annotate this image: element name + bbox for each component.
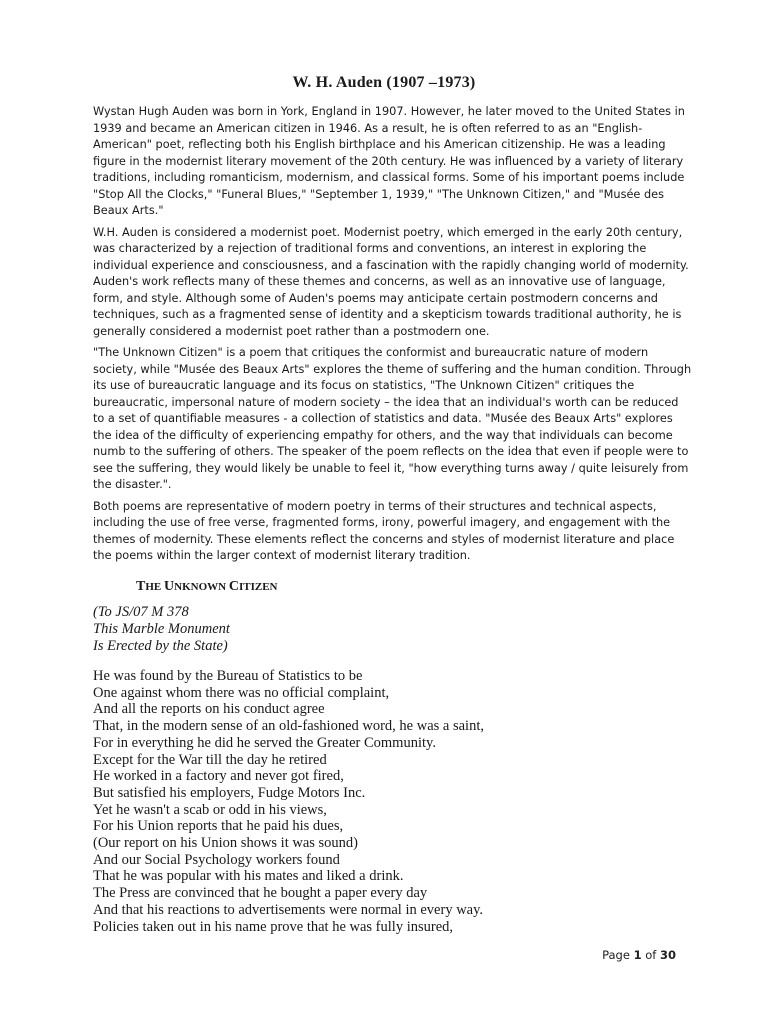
poem-line: For in everything he did he served the Greater Community. <box>93 734 436 751</box>
poem-line: He was found by the Bureau of Statistics to be <box>93 668 363 684</box>
paragraph-2: W.H. Auden is considered a modernist poet. Modernist poetry, which emerged in the early 20th century, was characterized by a rejection of traditional forms and conventions, an interest in exploring the individual experience and consciousness, and a fascination with the rapidly changing world of modernity. Auden's work reflects many of these themes and concerns, as well as an innovative use of language, form, and style. Although some of Auden's poems may anticipate certain postmodern concerns and techniques, such as a fragmented sense of identity and a skepticism towards traditional authority, he is generally considered a modernist poet rather than a postmodern one. <box>93 225 689 338</box>
total-pages: 30 <box>659 948 676 962</box>
poem-line: The Press are convinced that he bought a paper every day <box>93 885 428 902</box>
page-title: W. H. Auden (1907 –1973) <box>292 74 476 91</box>
of-word: of <box>641 948 660 962</box>
poem-line: And that his reactions to advertisements were normal in every way. <box>93 901 484 918</box>
poem-title-rest-3: ITIZEN <box>238 581 278 593</box>
poem-title <box>136 579 277 595</box>
biography-text <box>93 104 693 570</box>
dedication-line: (To JS/07 M 378 <box>93 604 189 620</box>
poem-title-rest-1: HE <box>145 581 164 593</box>
poem-line: But satisfied his employers, Fudge Motors Inc. <box>93 784 366 801</box>
dedication-line: This Marble Monument <box>93 621 230 637</box>
poem-line: One against whom there was no official complaint, <box>93 684 390 701</box>
poem-line: For his Union reports that he paid his dues, <box>93 818 344 835</box>
poem-title-cap-2: U <box>164 579 175 594</box>
paragraph-4: Both poems are representative of modern poetry in terms of their structures and technical aspects, including the use of free verse, fragmented forms, irony, powerful imagery, and engagement with the themes of modernity. These elements reflect the concerns and styles of modernist literature and place the poems within the larger context of modernist literary tradition. <box>93 499 675 562</box>
poem-line: That he was popular with his mates and liked a drink. <box>93 868 404 885</box>
poem-title-rest-2: NKNOWN <box>174 581 229 593</box>
poem-line: Except for the War till the day he retired <box>93 751 327 768</box>
paragraph-3: "The Unknown Citizen" is a poem that critiques the conformist and bureaucratic nature of modern society, while "Musée des Beaux Arts" explores the theme of suffering and the human condition. Through its use of bureaucratic language and its focus on statistics, "The Unknown Citizen" critiques the bureaucratic, impersonal nature of modern society – the idea that an individual's worth can be reduced to a set of quantifiable measures - a collection of statistics and data. "Musée des Beaux Arts" explores the idea of the difficulty of experiencing empathy for others, and the way that individuals can become numb to the suffering of others. The speaker of the poem reflects on the idea that even if people were to see the suffering, they would likely be unable to feel it, "how everything turns away / quite leisurely from the disaster.". <box>93 346 692 491</box>
poem-line: Policies taken out in his name prove that he was fully insured, <box>93 918 454 935</box>
poem-line: Yet he wasn't a scab or odd in his views, <box>93 801 327 818</box>
poem-body <box>93 668 713 935</box>
poem-line: And our Social Psychology workers found <box>93 851 340 868</box>
page-number-footer <box>602 948 676 962</box>
poem-title-cap-1: T <box>136 579 146 594</box>
poem-dedication <box>93 604 493 655</box>
poem-line: (Our report on his Union shows it was sound) <box>93 835 359 852</box>
paragraph-1: Wystan Hugh Auden was born in York, England in 1907. However, he later moved to the United States in 1939 and became an American citizen in 1946. As a result, he is often referred to as an "English-American" poet, reflecting both his English birthplace and his American citizenship. He was a leading figure in the modernist literary movement of the 20th century. He was influenced by a variety of literary traditions, including romanticism, modernism, and classical forms. Some of his important poems include "Stop All the Clocks," "Funeral Blues," "September 1, 1939," "The Unknown Citizen," and "Musée des Beaux Arts." <box>93 105 685 217</box>
poem-title-cap-3: C <box>228 579 239 594</box>
poem-line: And all the reports on his conduct agree <box>93 701 325 718</box>
dedication-line: Is Erected by the State) <box>93 638 228 654</box>
poem-line: That, in the modern sense of an old-fashioned word, he was a saint, <box>93 718 484 735</box>
page-word: Page <box>602 948 634 962</box>
poem-line: He worked in a factory and never got fired, <box>93 768 344 785</box>
current-page-number: 1 <box>633 948 642 962</box>
